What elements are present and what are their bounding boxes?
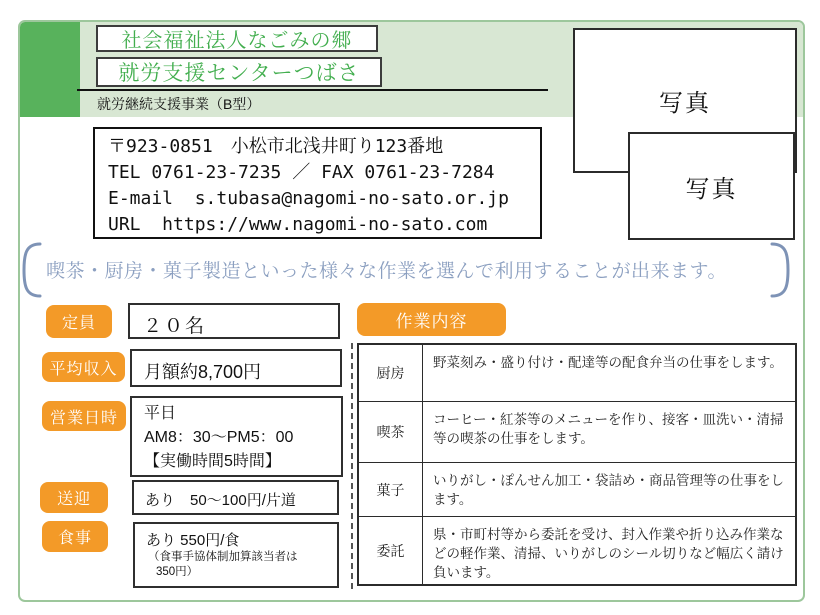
capacity-badge-label: 定員 xyxy=(61,315,96,332)
url: URL https://www.nagomi-no-sato.com xyxy=(108,214,488,235)
org-name: 社会福祉法人なごみの郷 xyxy=(121,30,353,52)
transport-value: あり 50～100円/片道 xyxy=(145,492,296,509)
work-row-desc: 県・市町村等から委託を受け、封入作業や折り込み作業などの軽作業、清掃、いりがしのシール切りなど幅広く請け負います。 xyxy=(433,527,784,580)
meal-note-line2: 350円） xyxy=(156,566,199,578)
capacity-badge xyxy=(46,305,112,338)
business-hours-line3: 【実働時間5時間】 xyxy=(144,453,281,470)
table-row xyxy=(359,345,795,401)
capacity-value-box xyxy=(128,303,340,339)
service-type-label: 就労継続支援事業（B型） xyxy=(97,96,261,112)
business-hours-badge-label: 営業日時 xyxy=(49,409,118,427)
table-row xyxy=(359,462,795,516)
business-hours-line2: AM8：30～PM5：00 xyxy=(144,429,294,446)
work-content-badge-label: 作業内容 xyxy=(395,312,468,331)
transport-badge xyxy=(40,482,108,513)
capacity-value: ２０名 xyxy=(143,316,207,337)
column-divider xyxy=(351,343,353,589)
work-content-table xyxy=(357,343,797,586)
meal-value-box xyxy=(133,522,339,588)
transport-badge-label: 送迎 xyxy=(56,491,91,508)
catchphrase-text: 喫茶・厨房・菓子製造といった様々な作業を選んで利用することが出来ます。 xyxy=(46,261,727,282)
business-hours-value-box xyxy=(130,396,343,477)
catchphrase-left-bracket-icon xyxy=(19,241,43,299)
work-row-desc: いりがし・ぽんせん加工・袋詰め・商品管理等の仕事をします。 xyxy=(433,473,784,507)
header-accent-block xyxy=(20,22,80,117)
work-row-label: 厨房 xyxy=(359,345,423,401)
work-row-label: 菓子 xyxy=(359,463,423,516)
org-name-box xyxy=(96,25,378,52)
table-row xyxy=(359,516,795,584)
postal-address: 〒923-0851 小松市北浅井町り123番地 xyxy=(108,136,444,157)
work-content-badge xyxy=(357,303,506,336)
photo-placeholder-2 xyxy=(628,132,795,240)
meal-note-line1: （食事手協体制加算該当者は xyxy=(148,551,298,563)
work-row-label: 喫茶 xyxy=(359,402,423,462)
tel-fax: TEL 0761-23-7235 ／ FAX 0761-23-7284 xyxy=(108,162,495,183)
work-row-label: 委託 xyxy=(359,517,423,584)
business-hours-badge xyxy=(42,401,126,431)
photo-placeholder-1-label: 写真 xyxy=(659,90,711,117)
work-row-desc: コーヒー・紅茶等のメニューを作り、接客・皿洗い・清掃等の喫茶の仕事をします。 xyxy=(433,412,784,446)
header-underline xyxy=(77,89,548,91)
email: E-mail s.tubasa@nagomi-no-sato.or.jp xyxy=(108,188,509,209)
catchphrase-right-bracket-icon xyxy=(769,241,793,299)
business-hours-line1: 平日 xyxy=(144,405,177,422)
average-income-badge xyxy=(42,352,125,382)
center-name: 就労支援センターつばさ xyxy=(118,62,360,85)
table-row xyxy=(359,401,795,462)
average-income-value: 月額約8,700円 xyxy=(144,362,262,382)
contact-info-box xyxy=(93,127,542,239)
work-row-desc: 野菜刻み・盛り付け・配達等の配食弁当の仕事をします。 xyxy=(433,355,783,370)
average-income-value-box xyxy=(130,349,342,387)
meal-value: あり 550円/食 xyxy=(146,532,240,549)
meal-badge xyxy=(42,521,108,552)
average-income-badge-label: 平均収入 xyxy=(49,360,118,378)
meal-badge-label: 食事 xyxy=(57,530,92,547)
transport-value-box xyxy=(132,480,339,515)
center-name-box xyxy=(96,57,382,87)
photo-placeholder-2-label: 写真 xyxy=(685,175,738,203)
